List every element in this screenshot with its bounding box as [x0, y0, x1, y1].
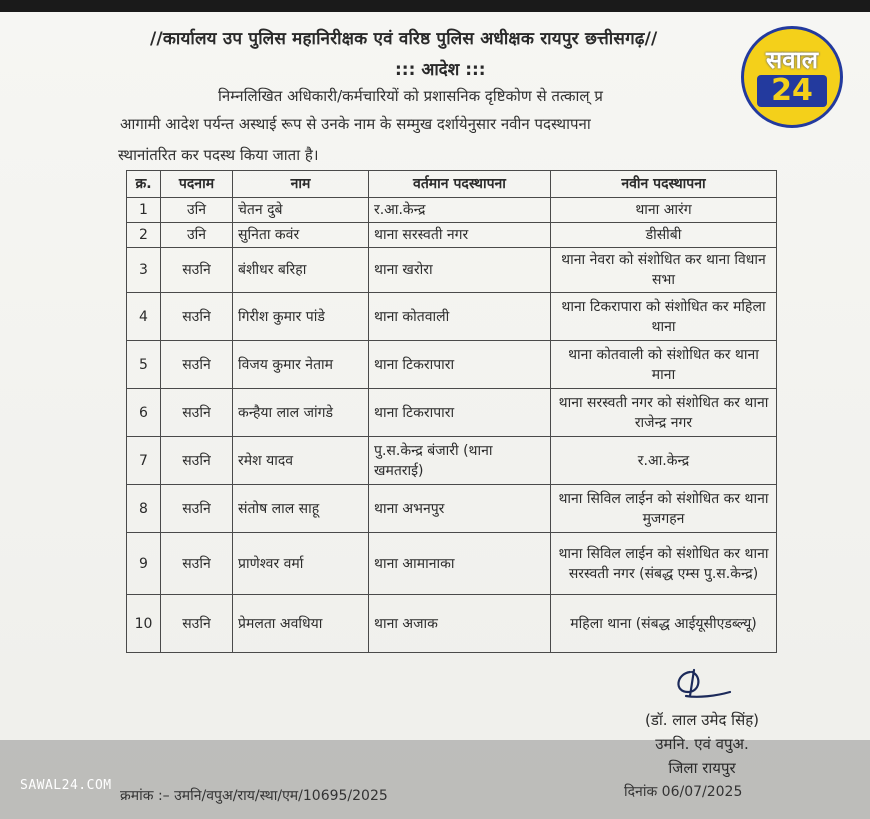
- header-current-posting: वर्तमान पदस्थापना: [369, 171, 551, 198]
- cell-current-posting: पु.स.केन्द्र बंजारी (थाना खमतराई): [369, 437, 551, 485]
- cell-new-posting: र.आ.केन्द्र: [551, 437, 777, 485]
- table-row: [127, 223, 777, 248]
- table-row: [127, 389, 777, 437]
- intro-line-2: आगामी आदेश पर्यन्त अस्थाई रूप से उनके नाम के सम्मुख दर्शायेनुसार नवीन पदस्थापना: [120, 115, 591, 133]
- logo-number: 24: [757, 75, 827, 107]
- cell-rank: सउनि: [161, 293, 233, 341]
- cell-current-posting: थाना टिकरापारा: [369, 341, 551, 389]
- header-sn: क्र.: [127, 171, 161, 198]
- signatory-block: [612, 708, 792, 780]
- cell-current-posting: थाना सरस्वती नगर: [369, 223, 551, 248]
- cell-new-posting: थाना नेवरा को संशोधित कर थाना विधान सभा: [551, 248, 777, 293]
- cell-serial: 2: [127, 223, 161, 248]
- cell-name: रमेश यादव: [233, 437, 369, 485]
- cell-rank: सउनि: [161, 437, 233, 485]
- office-heading: //कार्यालय उप पुलिस महानिरीक्षक एवं वरिष्ठ पुलिस अधीक्षक रायपुर छत्तीसगढ़//: [150, 29, 658, 49]
- table-row: [127, 533, 777, 595]
- cell-rank: उनि: [161, 198, 233, 223]
- cell-new-posting: डीसीबी: [551, 223, 777, 248]
- cell-name: प्रेमलता अवधिया: [233, 595, 369, 653]
- cell-current-posting: थाना टिकरापारा: [369, 389, 551, 437]
- signatory-name: (डॉ. लाल उमेद सिंह): [644, 711, 760, 729]
- cell-new-posting: महिला थाना (संबद्ध आईयूसीएडब्ल्यू): [551, 595, 777, 653]
- cell-current-posting: थाना खरोरा: [369, 248, 551, 293]
- cell-new-posting: थाना सिविल लाईन को संशोधित कर थाना मुजगहन: [551, 485, 777, 533]
- cell-current-posting: थाना अभनपुर: [369, 485, 551, 533]
- cell-name: बंशीधर बरिहा: [233, 248, 369, 293]
- cell-serial: 1: [127, 198, 161, 223]
- table-row: [127, 248, 777, 293]
- order-reference-number: क्रमांक :– उमनि/वपुअ/राय/स्था/एम/10695/2025: [120, 788, 388, 804]
- cell-rank: सउनि: [161, 389, 233, 437]
- cell-name: गिरीश कुमार पांडे: [233, 293, 369, 341]
- header-rank: पदनाम: [161, 171, 233, 198]
- sawal24-logo: [741, 26, 843, 128]
- cell-rank: सउनि: [161, 533, 233, 595]
- cell-new-posting: थाना सिविल लाईन को संशोधित कर थाना सरस्वती नगर (संबद्ध एम्स पु.स.केन्द्र): [551, 533, 777, 595]
- cell-new-posting: थाना कोतवाली को संशोधित कर थाना माना: [551, 341, 777, 389]
- cell-rank: सउनि: [161, 485, 233, 533]
- table-row: [127, 198, 777, 223]
- cell-serial: 6: [127, 389, 161, 437]
- header-new-posting: नवीन पदस्थापना: [551, 171, 777, 198]
- top-bar: [0, 0, 870, 12]
- cell-serial: 10: [127, 595, 161, 653]
- cell-serial: 5: [127, 341, 161, 389]
- cell-serial: 8: [127, 485, 161, 533]
- cell-name: प्राणेश्वर वर्मा: [233, 533, 369, 595]
- cell-name: कन्हैया लाल जांगडे: [233, 389, 369, 437]
- cell-new-posting: थाना आरंग: [551, 198, 777, 223]
- table-row: [127, 293, 777, 341]
- header-name: नाम: [233, 171, 369, 198]
- table-row: [127, 341, 777, 389]
- cell-current-posting: थाना अजाक: [369, 595, 551, 653]
- transfer-table: [126, 170, 777, 653]
- cell-serial: 4: [127, 293, 161, 341]
- cell-rank: सउनि: [161, 248, 233, 293]
- order-title: ::: आदेश :::: [395, 60, 486, 80]
- cell-new-posting: थाना टिकरापारा को संशोधित कर महिला थाना: [551, 293, 777, 341]
- logo-word: सवाल: [765, 46, 819, 74]
- cell-rank: सउनि: [161, 341, 233, 389]
- cell-name: चेतन दुबे: [233, 198, 369, 223]
- signatory-district: जिला रायपुर: [668, 759, 736, 777]
- cell-rank: सउनि: [161, 595, 233, 653]
- cell-serial: 9: [127, 533, 161, 595]
- cell-current-posting: थाना आमानाका: [369, 533, 551, 595]
- site-watermark: SAWAL24.COM: [20, 778, 112, 793]
- table-row: [127, 485, 777, 533]
- table-row: [127, 437, 777, 485]
- cell-name: सुनिता कवंर: [233, 223, 369, 248]
- cell-serial: 7: [127, 437, 161, 485]
- intro-line-3: स्थानांतरित कर पदस्थ किया जाता है।: [118, 146, 319, 164]
- cell-serial: 3: [127, 248, 161, 293]
- intro-line-1: निम्नलिखित अधिकारी/कर्मचारियों को प्रशासनिक दृष्टिकोण से तत्काल् प्र: [218, 87, 603, 105]
- cell-current-posting: थाना कोतवाली: [369, 293, 551, 341]
- order-date: दिनांक 06/07/2025: [624, 784, 743, 800]
- cell-rank: उनि: [161, 223, 233, 248]
- cell-name: संतोष लाल साहू: [233, 485, 369, 533]
- table-header-row: [127, 171, 777, 198]
- signature-mark: [668, 662, 738, 706]
- cell-name: विजय कुमार नेताम: [233, 341, 369, 389]
- table-row: [127, 595, 777, 653]
- cell-current-posting: र.आ.केन्द्र: [369, 198, 551, 223]
- cell-new-posting: थाना सरस्वती नगर को संशोधित कर थाना राजेन्द्र नगर: [551, 389, 777, 437]
- signatory-designation: उमनि. एवं वपुअ.: [655, 735, 749, 753]
